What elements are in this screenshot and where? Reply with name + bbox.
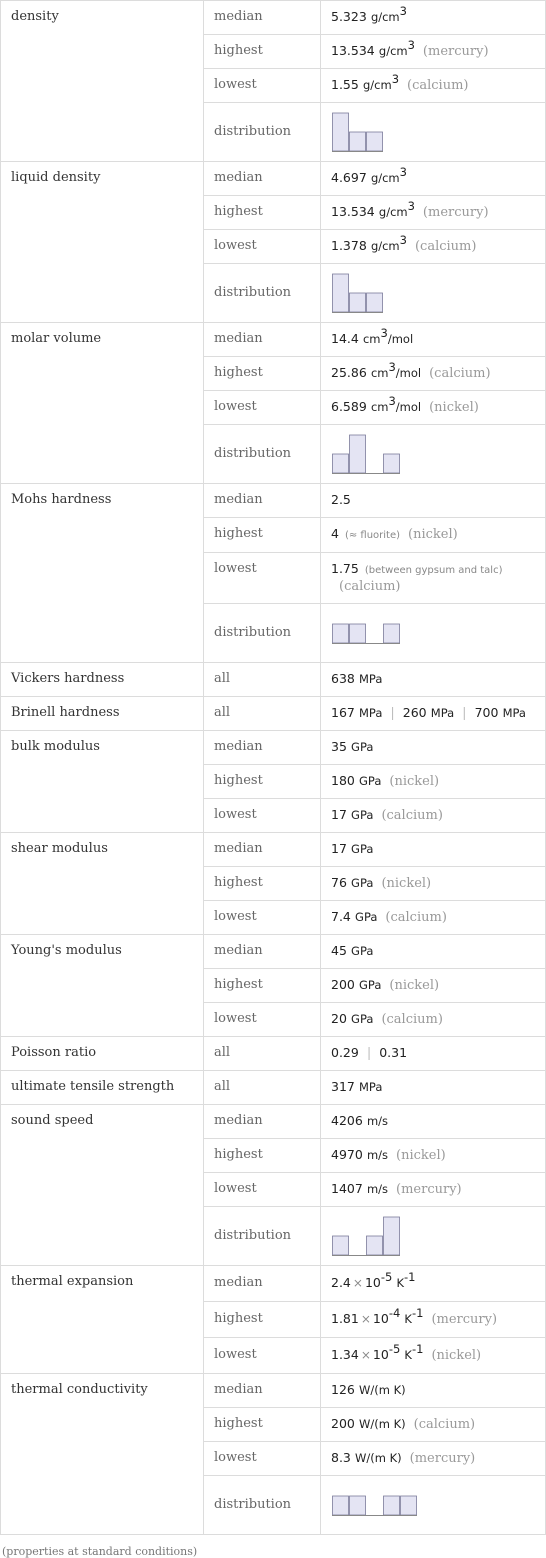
row-label-lowest: lowest: [204, 1003, 321, 1037]
histogram-bar: [367, 293, 383, 312]
mohs-distribution: [321, 604, 546, 663]
row-label-lowest: lowest: [204, 1173, 321, 1207]
mohs-highest: 4 (≈ fluorite) (nickel): [321, 518, 546, 553]
distribution-histogram: [331, 273, 384, 313]
bulk-lowest: 17 GPa (calcium): [321, 799, 546, 833]
footer-note: (properties at standard conditions): [2, 1545, 198, 1558]
row-label-lowest: lowest: [204, 799, 321, 833]
row-label-highest: highest: [204, 1139, 321, 1173]
youngs-highest: 200 GPa (nickel): [321, 969, 546, 1003]
row-label-lowest: lowest: [204, 391, 321, 425]
histogram-bar: [350, 435, 366, 473]
property-name: Brinell hardness: [1, 697, 204, 731]
density-highest: 13.534 $g/cm^3$ (mercury): [321, 35, 546, 69]
shear-lowest: 7.4 GPa (calcium): [321, 901, 546, 935]
property-name: ultimate tensile strength: [1, 1071, 204, 1105]
liquid-density-lowest: 1.378 $g/cm^3$ (calcium): [321, 230, 546, 264]
thermal-cond-median: 126 W/(m K): [321, 1374, 546, 1408]
liquid-density-highest: 13.534 $g/cm^3$ (mercury): [321, 196, 546, 230]
sound-highest: 4970 m/s (nickel): [321, 1139, 546, 1173]
property-name: sound speed: [1, 1105, 204, 1266]
row-label-lowest: lowest: [204, 1442, 321, 1476]
histogram-bar: [333, 1236, 349, 1255]
mohs-lowest: 1.75 (between gypsum and talc) (calcium): [321, 553, 546, 604]
row-label-median: median: [204, 162, 321, 196]
sound-lowest: 1407 m/s (mercury): [321, 1173, 546, 1207]
histogram-bar: [350, 132, 366, 151]
density-median: 5.323 $g/cm^3$: [321, 1, 546, 35]
row-label-highest: highest: [204, 765, 321, 799]
property-name: Young's modulus: [1, 935, 204, 1037]
bulk-highest: 180 GPa (nickel): [321, 765, 546, 799]
row-label-lowest: lowest: [204, 901, 321, 935]
row-label-highest: highest: [204, 518, 321, 553]
row-label-median: median: [204, 1105, 321, 1139]
row-label-median: median: [204, 484, 321, 518]
distribution-histogram: [331, 112, 384, 152]
property-name: Poisson ratio: [1, 1037, 204, 1071]
molar-volume-highest: 25.86 $cm^3$/mol (calcium): [321, 357, 546, 391]
row-label-highest: highest: [204, 35, 321, 69]
thermal-exp-lowest: $1.34 \times 10^{-5}$ $K^{-1}$ (nickel): [321, 1338, 546, 1374]
distribution-histogram: [331, 623, 401, 644]
row-label-all: all: [204, 697, 321, 731]
thermal-cond-distribution: [321, 1476, 546, 1535]
property-name: density: [1, 1, 204, 162]
row-label-median: median: [204, 1, 321, 35]
poisson-values: 0.29 | 0.31: [321, 1037, 546, 1071]
distribution-histogram: [331, 434, 401, 474]
youngs-median: 45 GPa: [321, 935, 546, 969]
histogram-bar: [384, 1217, 400, 1255]
bulk-median: 35 GPa: [321, 731, 546, 765]
histogram-bar: [350, 1496, 366, 1515]
histogram-bar: [367, 1236, 383, 1255]
row-label-all: all: [204, 1071, 321, 1105]
property-name: bulk modulus: [1, 731, 204, 833]
histogram-bar: [367, 132, 383, 151]
thermal-exp-median: $2.4 \times 10^{-5}$ $K^{-1}$: [321, 1266, 546, 1302]
liquid-density-median: 4.697 $g/cm^3$: [321, 162, 546, 196]
molar-volume-median: 14.4 $cm^3$/mol: [321, 323, 546, 357]
property-name: molar volume: [1, 323, 204, 484]
row-label-highest: highest: [204, 1302, 321, 1338]
property-name: liquid density: [1, 162, 204, 323]
row-label-distribution: distribution: [204, 604, 321, 663]
property-name: shear modulus: [1, 833, 204, 935]
row-label-distribution: distribution: [204, 1476, 321, 1535]
row-label-highest: highest: [204, 357, 321, 391]
shear-median: 17 GPa: [321, 833, 546, 867]
histogram-bar: [333, 624, 349, 643]
thermal-cond-lowest: 8.3 W/(m K) (mercury): [321, 1442, 546, 1476]
row-label-highest: highest: [204, 969, 321, 1003]
thermal-exp-highest: $1.81 \times 10^{-4}$ $K^{-1}$ (mercury): [321, 1302, 546, 1338]
density-lowest: 1.55 $g/cm^3$ (calcium): [321, 69, 546, 103]
histogram-bar: [333, 113, 349, 151]
row-label-lowest: lowest: [204, 1338, 321, 1374]
histogram-bar: [384, 1496, 400, 1515]
youngs-lowest: 20 GPa (calcium): [321, 1003, 546, 1037]
row-label-highest: highest: [204, 867, 321, 901]
thermal-cond-highest: 200 W/(m K) (calcium): [321, 1408, 546, 1442]
histogram-bar: [333, 274, 349, 312]
sound-median: 4206 m/s: [321, 1105, 546, 1139]
molar-volume-distribution: [321, 425, 546, 484]
histogram-bar: [384, 454, 400, 473]
uts-value: 317 MPa: [321, 1071, 546, 1105]
brinell-values: 167 MPa | 260 MPa | 700 MPa: [321, 697, 546, 731]
vickers-value: 638 MPa: [321, 663, 546, 697]
row-label-distribution: distribution: [204, 1207, 321, 1266]
row-label-median: median: [204, 731, 321, 765]
row-label-median: median: [204, 935, 321, 969]
property-name: thermal conductivity: [1, 1374, 204, 1535]
row-label-lowest: lowest: [204, 69, 321, 103]
distribution-histogram: [331, 1216, 401, 1256]
property-name: Vickers hardness: [1, 663, 204, 697]
row-label-median: median: [204, 323, 321, 357]
row-label-highest: highest: [204, 1408, 321, 1442]
density-distribution: [321, 103, 546, 162]
row-label-lowest: lowest: [204, 553, 321, 604]
property-name: Mohs hardness: [1, 484, 204, 663]
row-label-median: median: [204, 833, 321, 867]
histogram-bar: [384, 624, 400, 643]
row-label-all: all: [204, 663, 321, 697]
histogram-bar: [350, 624, 366, 643]
row-label-lowest: lowest: [204, 230, 321, 264]
histogram-bar: [350, 293, 366, 312]
row-label-distribution: distribution: [204, 103, 321, 162]
row-label-median: median: [204, 1374, 321, 1408]
mohs-median: 2.5: [321, 484, 546, 518]
histogram-bar: [333, 1496, 349, 1515]
histogram-bar: [333, 454, 349, 473]
sound-distribution: [321, 1207, 546, 1266]
molar-volume-lowest: 6.589 $cm^3$/mol (nickel): [321, 391, 546, 425]
row-label-highest: highest: [204, 196, 321, 230]
shear-highest: 76 GPa (nickel): [321, 867, 546, 901]
property-name: thermal expansion: [1, 1266, 204, 1374]
row-label-distribution: distribution: [204, 425, 321, 484]
liquid-density-distribution: [321, 264, 546, 323]
row-label-distribution: distribution: [204, 264, 321, 323]
row-label-all: all: [204, 1037, 321, 1071]
row-label-median: median: [204, 1266, 321, 1302]
histogram-bar: [401, 1496, 417, 1515]
distribution-histogram: [331, 1495, 418, 1516]
